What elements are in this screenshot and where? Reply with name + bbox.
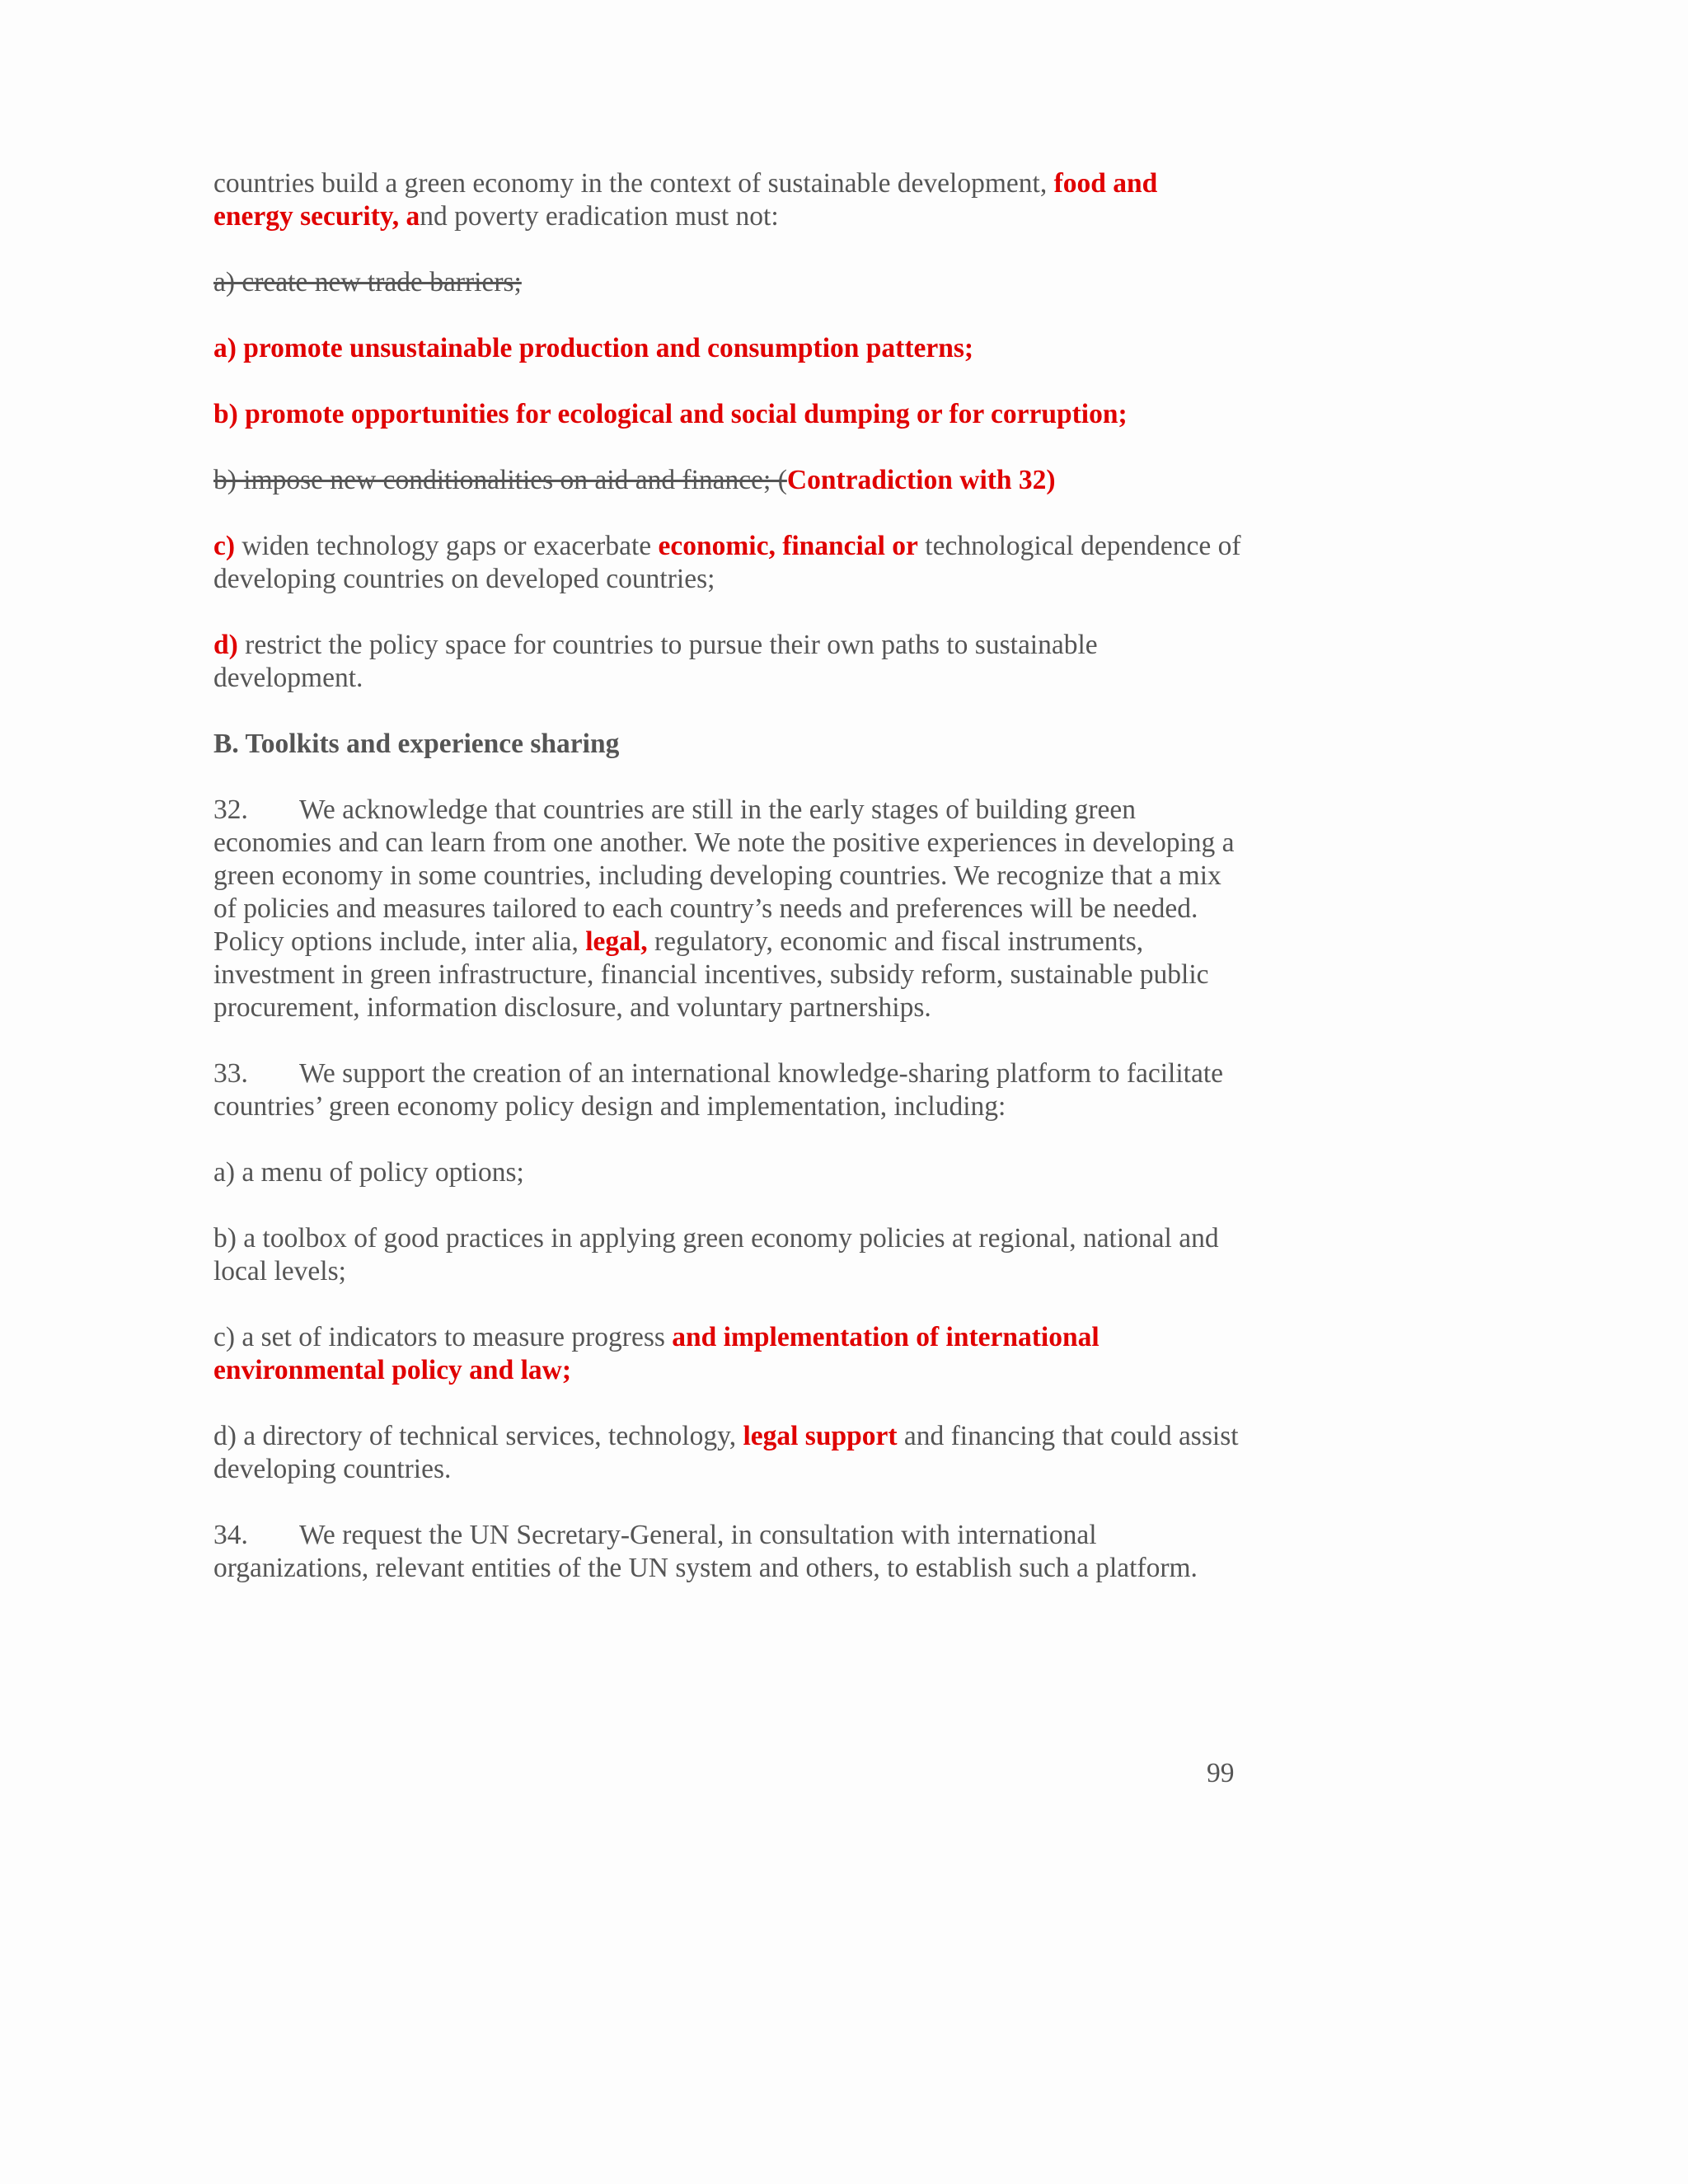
inserted-item-a: a) promote unsustainable production and consumption patterns; — [213, 333, 974, 363]
paragraph-32-number: 32. — [213, 794, 248, 825]
deleted-item-a: a) create new trade barriers; — [213, 267, 522, 298]
list-item-c-inserted: and implementation of international environmental policy and law; — [213, 1322, 1100, 1385]
item-c-text-1: widen technology gaps or exacerbate — [235, 531, 659, 561]
list-item-c — [213, 1321, 1244, 1387]
list-item-d-inserted: legal support — [743, 1421, 898, 1451]
paragraph-32-text-2: regulatory, economic and fiscal instruments, investment in green infrastructure, financial incentives, subsidy reform, sustainable public procurement, information disclosure, and voluntary partnerships. — [213, 926, 1209, 1023]
paragraph-33-number: 33. — [213, 1058, 248, 1089]
paragraph-33 — [213, 1057, 1244, 1123]
item-c — [213, 530, 1244, 596]
item-c-label: c) — [213, 531, 236, 561]
paragraph-32-text-1: We acknowledge that countries are still in the early stages of building green economies and can learn from one another. We note the positive experiences in developing a green economy in some countries, including developing countries. We recognize that a mix of policies and measures tailored to each country’s needs and preferences will be needed. Policy options include, inter alia, — [213, 794, 1235, 957]
paragraph-34-text: We request the UN Secretary-General, in consultation with international organizations, relevant entities of the UN system and others, to establish such a platform. — [213, 1520, 1198, 1583]
list-item-c-text: c) a set of indicators to measure progress — [213, 1322, 673, 1352]
item-d — [213, 629, 1244, 695]
item-d-label: d) — [213, 630, 238, 660]
intro-text-2: nd poverty eradication must not: — [420, 201, 779, 232]
paragraph-32-inserted: legal, — [585, 926, 648, 957]
inserted-item-b: b) promote opportunities for ecological and social dumping or for corruption; — [213, 399, 1128, 429]
item-c-text-2: technological dependence of developing countries on developed countries; — [213, 531, 1241, 594]
item-c-inserted: economic, financial or — [658, 531, 918, 561]
item-d-text: restrict the policy space for countries to pursue their own paths to sustainable development. — [213, 630, 1098, 693]
paragraph-34-number: 34. — [213, 1520, 248, 1550]
list-item-d — [213, 1420, 1244, 1486]
intro-text-1: countries build a green economy in the context of sustainable development, — [213, 168, 1054, 199]
section-heading: B. Toolkits and experience sharing — [213, 729, 620, 759]
paragraph-33-text: We support the creation of an international knowledge-sharing platform to facilitate countries’ green economy policy design and implementation, including: — [213, 1058, 1224, 1122]
intro-inserted-text: food and energy security, a — [213, 168, 1158, 232]
deleted-item-b-text: b) impose new conditionalities on aid and finance; ( — [213, 465, 787, 495]
contradiction-note: Contradiction with 32) — [786, 465, 1056, 495]
list-item-b: b) a toolbox of good practices in applying green economy policies at regional, national and local levels; — [213, 1223, 1219, 1286]
page-number: 99 — [1207, 1758, 1235, 1788]
document-page — [213, 167, 1244, 1618]
deleted-item-b — [213, 464, 1244, 497]
list-item-a: a) a menu of policy options; — [213, 1157, 524, 1188]
intro-paragraph — [213, 167, 1244, 233]
list-item-d-text-2: and financing that could assist developing countries. — [213, 1421, 1239, 1484]
paragraph-32 — [213, 794, 1244, 1024]
list-item-d-text-1: d) a directory of technical services, technology, — [213, 1421, 743, 1451]
paragraph-34 — [213, 1519, 1244, 1585]
